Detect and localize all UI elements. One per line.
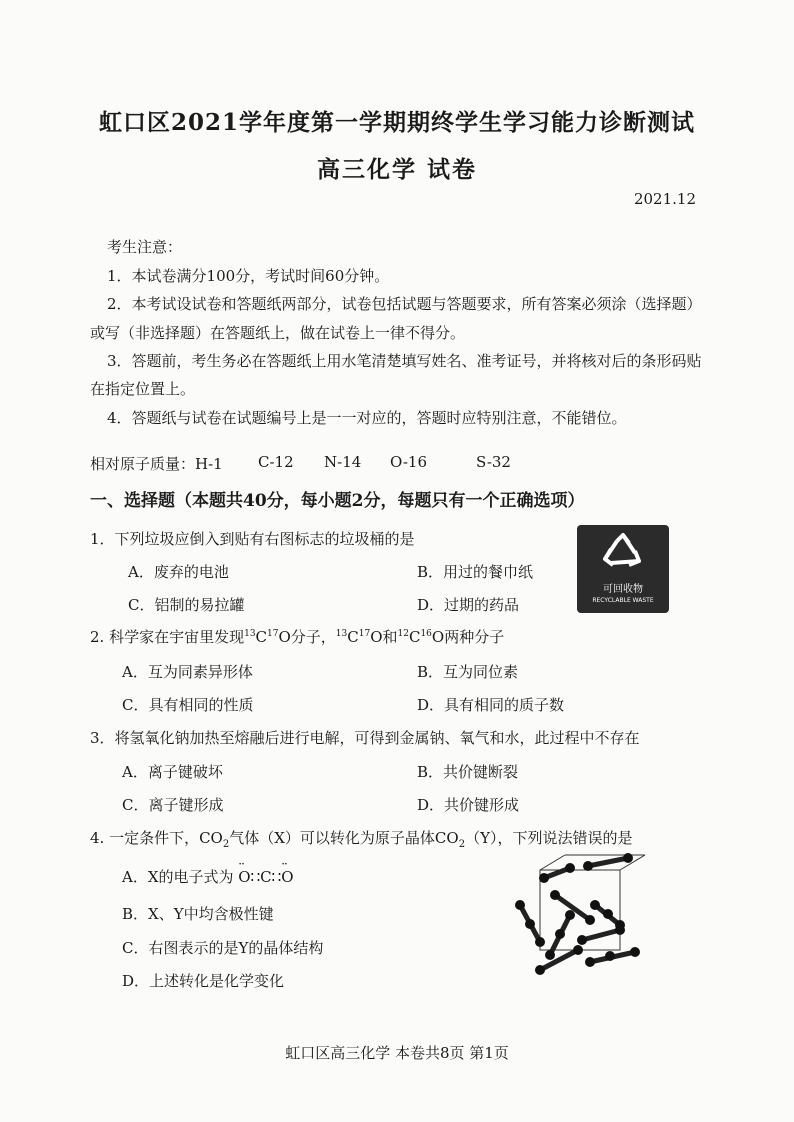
q1-stem: 1．下列垃圾应倒入到贴有右图标志的垃圾桶的是	[90, 530, 415, 548]
notice-item-2-cont: 或写（非选择题）在答题纸上，做在试卷上一律不得分。	[90, 324, 466, 342]
atomic-mass-c: C-12	[258, 453, 294, 471]
notice-item-4: 4．答题纸与试卷在试题编号上是一一对应的，答题时应特别注意，不能错位。	[107, 409, 627, 427]
notice-item-3-cont: 在指定位置上。	[90, 380, 196, 398]
q2-option-d: D．具有相同的质子数	[417, 696, 565, 714]
notice-item-1: 1．本试卷满分100分，考试时间60分钟。	[107, 267, 390, 285]
q4-option-d: D．上述转化是化学变化	[122, 972, 285, 990]
q3-stem: 3．将氢氧化钠加热至熔融后进行电解，可得到金属钠、氧气和水，此过程中不存在	[90, 729, 640, 747]
page-subtitle: 高三化学 试卷	[316, 156, 477, 183]
q2-option-b: B．互为同位素	[417, 663, 519, 681]
atomic-mass-n: N-14	[324, 453, 362, 471]
recyclable-waste-sign	[577, 525, 669, 613]
q2-stem: 2. 科学家在宇宙里发现$^{13}C^{17}O$分子，$^{13}C^{17}O$和$^{12}C^{16}O$两种分子	[90, 628, 505, 646]
notice-item-2: 2．本考试设试卷和答题纸两部分，试卷包括试题与答题要求，所有答案必须涂（选择题）	[107, 295, 702, 313]
exam-date: 2021.12	[633, 190, 696, 208]
q1-option-b: B．用过的餐巾纸	[417, 563, 534, 581]
atomic-mass-s: S-32	[476, 453, 511, 471]
q4-option-c: C．右图表示的是Y的晶体结构	[122, 939, 324, 957]
section-heading: 一、选择题（本题共40分，每小题2分，每题只有一个正确选项）	[90, 491, 585, 511]
notice-heading: 考生注意：	[107, 238, 183, 256]
q4-stem: 4. 一定条件下，$CO_2$气体（X）可以转化为原子晶体$CO_2(Y)$，下列说法错误的是	[90, 829, 633, 850]
q3-option-b: B．共价键断裂	[417, 763, 519, 781]
q1-option-a: A．废弃的电池	[128, 563, 229, 581]
q1-option-d: D．过期的药品	[417, 596, 520, 614]
atomic-mass-o: O-16	[390, 453, 428, 471]
notice-item-3: 3．答题前，考生务必在答题纸上用水笔清楚填写姓名、准考证号，并将核对后的条形码贴	[107, 352, 702, 370]
recycle-sign-cn: 可回收物	[603, 584, 643, 595]
q3-option-d: D．共价键形成	[417, 796, 520, 814]
crystal-structure-figure	[510, 850, 660, 985]
q4-option-b: B．X、Y中均含极性键	[122, 905, 274, 923]
recycle-icon	[601, 531, 645, 575]
page-footer: 虹口区高三化学 本卷共8页 第1页	[285, 1044, 509, 1062]
atomic-mass-h: 相对原子质量：H-1	[90, 455, 223, 473]
page-title: 虹口区2021学年度第一学期期终学生学习能力诊断测试	[98, 109, 695, 136]
q3-option-a: A．离子键破坏	[122, 763, 223, 781]
recycle-sign-en: RECYCLABLE WASTE	[592, 597, 654, 604]
q4-option-a: A．X的电子式为 ·· O∷C∷·· O	[122, 866, 294, 887]
q1-option-c: C．铝制的易拉罐	[128, 596, 245, 614]
q2-option-c: C．具有相同的性质	[122, 696, 254, 714]
q3-option-c: C．离子键形成	[122, 796, 224, 814]
q2-option-a: A．互为同素异形体	[122, 663, 253, 681]
